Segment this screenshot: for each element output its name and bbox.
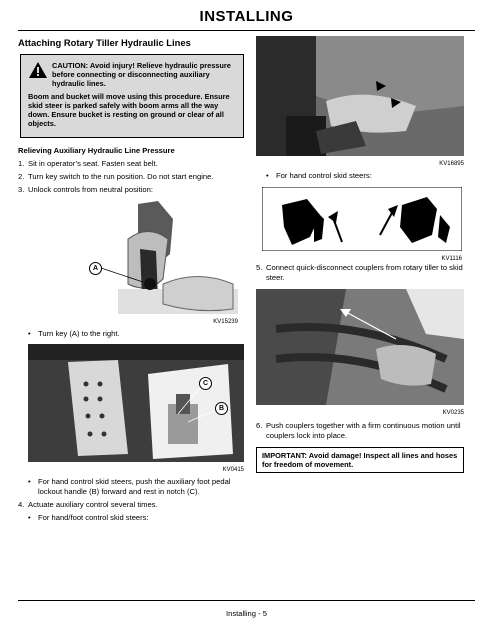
right-column	[256, 36, 464, 473]
caution-detail: Boom and bucket will move using this procedure. Ensure skid steer is parked safely with boom arms all the way down. Ensure bucket is resting on ground or clear of all objects.	[28, 92, 230, 128]
figure-pedal-lockout	[28, 344, 244, 474]
figure-id: KV0235	[442, 410, 464, 416]
label-c: C	[199, 377, 212, 390]
subsection-heading: Relieving Auxiliary Hydraulic Line Pressure	[18, 146, 175, 155]
couplers-photo	[256, 289, 464, 405]
step-1: 1. Sit in operator’s seat. Fasten seat belt.	[18, 159, 158, 168]
title-rule	[18, 30, 475, 31]
step-4: 4. Actuate auxiliary control several times.	[18, 500, 158, 509]
step-5: 5. Connect quick-disconnect couplers from rotary tiller to skid steer.	[256, 263, 463, 282]
label-a: A	[89, 262, 102, 275]
page-footer: Installing - 5	[226, 609, 267, 618]
page-title: INSTALLING	[199, 8, 294, 25]
bullet-item: • Turn key (A) to the right.	[28, 329, 120, 338]
label-b: B	[215, 402, 228, 415]
pedal-lockout-illustration	[28, 344, 244, 462]
bullet-item: • For hand/foot control skid steers:	[28, 513, 149, 522]
hand-control-illustration	[262, 187, 462, 251]
bullet-item: • For hand control skid steers, push the auxiliary foot pedal lockout handle (B) forward and rest in notch (C).	[28, 477, 231, 496]
key-switch-illustration	[58, 199, 238, 314]
figure-key-switch	[58, 199, 238, 326]
important-notice: IMPORTANT: Avoid damage! Inspect all lines and hoses for freedom of movement.	[256, 447, 464, 473]
figure-couplers	[256, 289, 464, 417]
section-heading: Attaching Rotary Tiller Hydraulic Lines	[18, 37, 191, 48]
figure-id: KV0415	[222, 467, 244, 473]
caution-text: CAUTION: Avoid injury! Relieve hydraulic pressure before connecting or disconnecting auxiliary hydraulic lines.	[52, 61, 231, 88]
hand-foot-control-photo	[256, 36, 464, 156]
figure-hand-control	[262, 187, 462, 263]
bullet-item: • For hand control skid steers:	[266, 171, 372, 180]
figure-id: KV15239	[213, 319, 238, 325]
step-3: 3. Unlock controls from neutral position:	[18, 185, 153, 194]
figure-id: KV1116	[441, 256, 462, 262]
left-column	[18, 36, 246, 526]
warning-triangle-icon	[29, 62, 47, 78]
step-6: 6. Push couplers together with a firm continuous motion until couplers lock into place.	[256, 421, 461, 440]
caution-box	[20, 54, 244, 138]
footer-rule	[18, 600, 475, 601]
step-2: 2. Turn key switch to the run position. Do not start engine.	[18, 172, 214, 181]
figure-hand-foot-control	[256, 36, 464, 168]
figure-id: KV16895	[439, 161, 464, 167]
